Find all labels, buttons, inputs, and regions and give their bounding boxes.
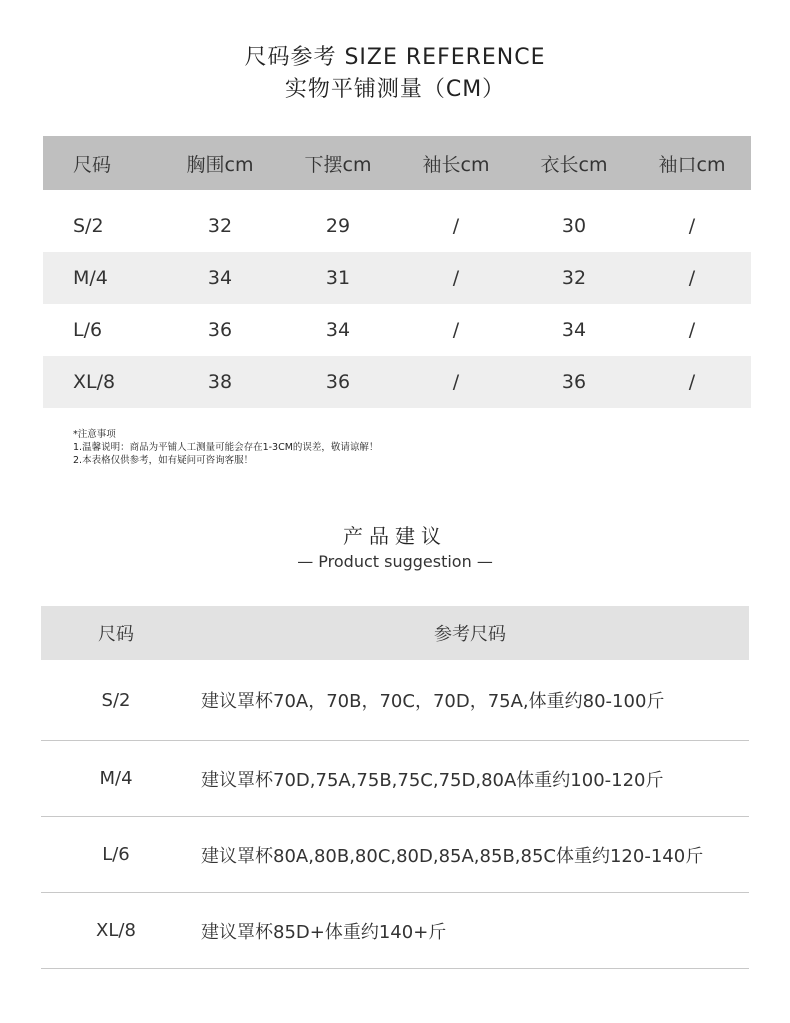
cell-size: M/4 (43, 252, 161, 304)
cell-suggestion: 建议罩杯70A，70B，70C，70D，75A,体重约80-100斤 (191, 660, 749, 741)
col-sleeve: 袖长cm (397, 136, 515, 190)
cell-length: 32 (515, 252, 633, 304)
suggestion-title: 产品建议 (343, 524, 447, 548)
cell-size: S/2 (41, 660, 191, 741)
cell-sleeve: / (397, 356, 515, 408)
suggestion-table (41, 606, 749, 969)
notes-line-1: 1.温馨说明：商品为平铺人工测量可能会存在1-3CM的误差，敬请谅解！ (73, 442, 379, 453)
cell-size: S/2 (73, 215, 104, 237)
table-row (41, 817, 749, 893)
cell-suggestion: 建议罩杯85D+体重约140+斤 (191, 893, 749, 969)
size-table (43, 136, 751, 408)
table-row (43, 356, 751, 408)
table-row (41, 741, 749, 817)
notes-line-2: 2.本表格仅供参考，如有疑问可咨询客服！ (73, 455, 254, 466)
cell-hem: 34 (325, 319, 351, 341)
col-length: 衣长cm (515, 136, 633, 190)
table-row (43, 200, 751, 252)
cell-cuff: / (633, 356, 751, 408)
cell-size: XL/8 (43, 356, 161, 408)
cell-chest: 34 (161, 252, 279, 304)
cell-length: 34 (561, 319, 587, 341)
cell-size: L/6 (73, 319, 103, 341)
table-row (43, 252, 751, 304)
size-table-header (43, 136, 751, 190)
col-cuff: 袖口cm (633, 136, 751, 190)
cell-size: L/6 (41, 817, 191, 893)
col-size: 尺码 (43, 136, 161, 190)
cell-sleeve: / (452, 215, 460, 237)
col-reference: 参考尺码 (191, 606, 749, 660)
cell-sleeve: / (452, 319, 460, 341)
cell-hem: 29 (325, 215, 351, 237)
cell-suggestion: 建议罩杯70D,75A,75B,75C,75D,80A体重约100-120斤 (191, 741, 749, 817)
cell-cuff: / (688, 319, 696, 341)
cell-size: XL/8 (41, 893, 191, 969)
notes-heading: *注意事项 (73, 429, 116, 440)
col-hem: 下摆cm (279, 136, 397, 190)
cell-hem: 36 (279, 356, 397, 408)
cell-cuff: / (688, 215, 696, 237)
cell-length: 36 (515, 356, 633, 408)
cell-cuff: / (633, 252, 751, 304)
table-row (43, 304, 751, 356)
col-chest: 胸围cm (161, 136, 279, 190)
table-row (41, 660, 749, 741)
suggestion-subtitle: — Product suggestion — (297, 552, 493, 571)
cell-length: 30 (561, 215, 587, 237)
cell-chest: 36 (207, 319, 233, 341)
cell-hem: 31 (279, 252, 397, 304)
cell-chest: 38 (161, 356, 279, 408)
notes (73, 428, 378, 467)
cell-chest: 32 (207, 215, 233, 237)
suggestion-table-header (41, 606, 749, 660)
measurement-subtitle: 实物平铺测量（CM） (284, 77, 506, 102)
col-size: 尺码 (41, 606, 191, 660)
cell-size: M/4 (41, 741, 191, 817)
cell-suggestion: 建议罩杯80A,80B,80C,80D,85A,85B,85C体重约120-140斤 (191, 817, 749, 893)
cell-sleeve: / (397, 252, 515, 304)
size-reference-title: 尺码参考 SIZE REFERENCE (244, 45, 546, 70)
table-row (41, 893, 749, 969)
